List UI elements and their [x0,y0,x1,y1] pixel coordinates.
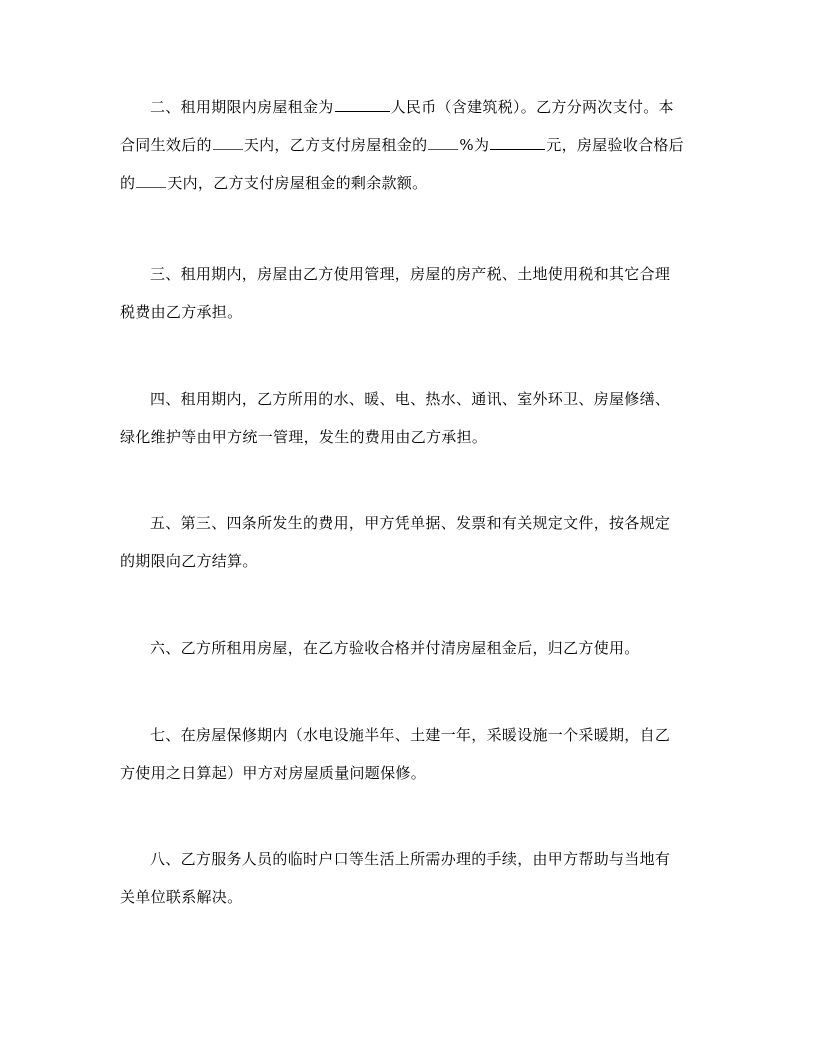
clause-4-line-1: 四、租用期内，乙方所用的水、暖、电、热水、通讯、室外环卫、房屋修缮、 [150,390,671,408]
clause-3-line-2: 税费由乙方承担。 [120,303,243,321]
clause-8-line-1: 八、乙方服务人员的临时户口等生活上所需办理的手续，由甲方帮助与当地有 [150,850,671,868]
clause-7 [120,716,700,792]
clause-5-line-1: 五、第三、四条所发生的费用，甲方凭单据、发票和有关规定文件，按各规定 [150,514,671,532]
remaining-payment-days-blank[interactable] [136,173,166,188]
clause-3 [120,255,700,331]
clause-4 [120,380,700,456]
first-payment-days-blank[interactable] [213,135,243,150]
clause-2-line-1: 二、租用期限内房屋租金为 人民币（含建筑税）。乙方分两次支付。本 [150,98,674,116]
clause-2 [120,88,700,202]
clause-8-line-2: 关单位联系解决。 [120,888,243,906]
clause-6 [120,629,700,667]
rent-amount-blank[interactable] [335,97,390,112]
clause-2-line-2: 合同生效后的 天内，乙方支付房屋租金的 %为 元，房屋验收合格后 [120,136,684,154]
clause-8 [120,840,700,916]
clause-3-line-1: 三、租用期内，房屋由乙方使用管理，房屋的房产税、土地使用税和其它合理 [150,265,671,283]
clause-4-line-2: 绿化维护等由甲方统一管理，发生的费用由乙方承担。 [120,428,488,446]
clause-7-line-1: 七、在房屋保修期内（水电设施半年、土建一年，采暖设施一个采暖期，自乙 [150,726,671,744]
clause-5-line-2: 的期限向乙方结算。 [120,552,258,570]
clause-7-line-2: 方使用之日算起）甲方对房屋质量问题保修。 [120,764,427,782]
clause-6-line-1: 六、乙方所租用房屋，在乙方验收合格并付清房屋租金后，归乙方使用。 [150,639,640,657]
clause-2-line-3: 的 天内，乙方支付房屋租金的剩余款额。 [120,174,428,192]
clause-5 [120,504,700,580]
first-payment-amount-blank[interactable] [490,135,545,150]
percent-blank[interactable] [428,135,458,150]
